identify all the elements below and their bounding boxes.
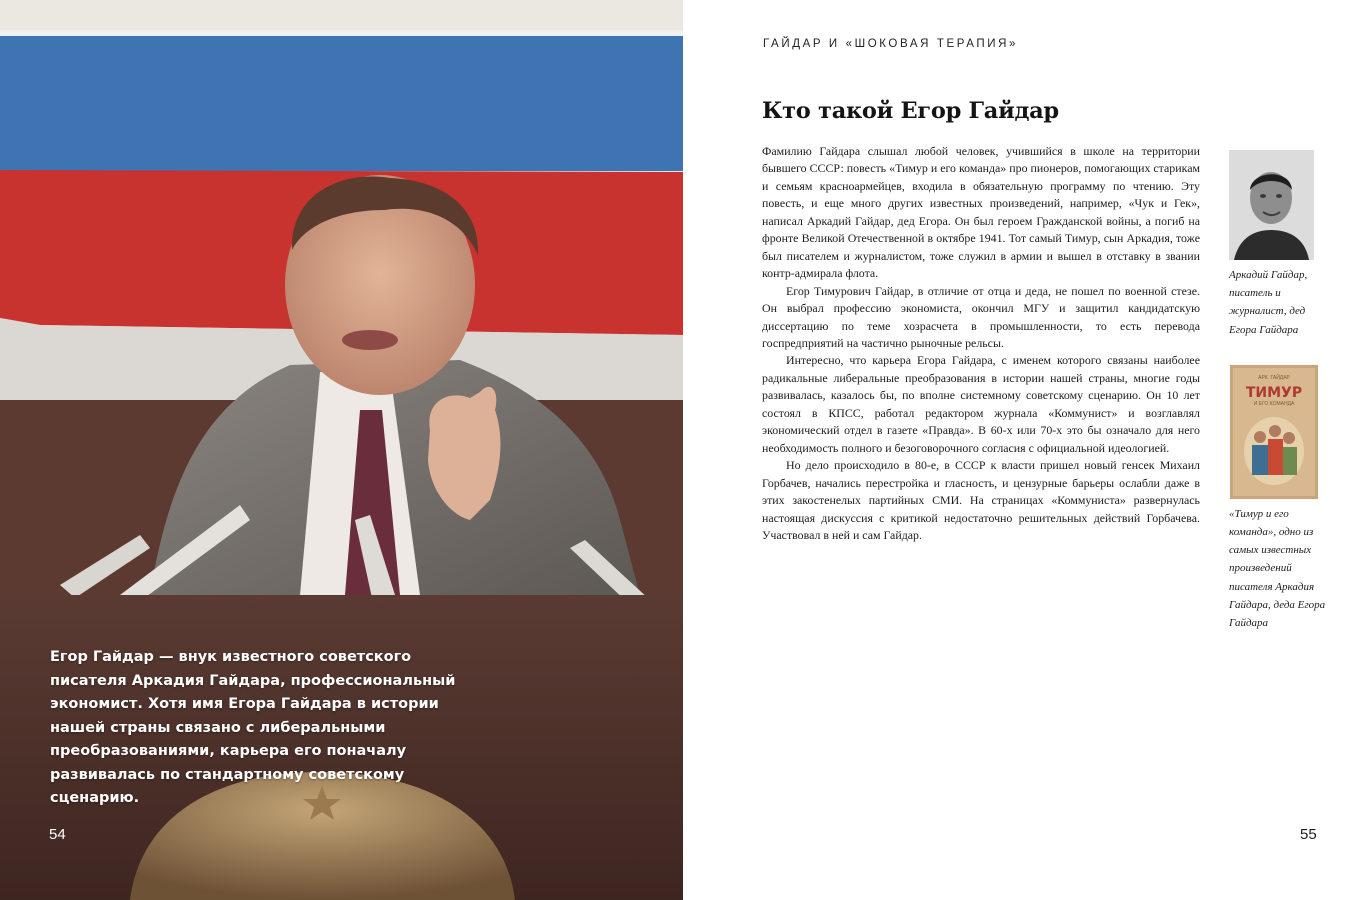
portrait-caption: Аркадий Гайдар, писатель и журналист, дед Егора Гайдара [1229, 269, 1308, 336]
book-cover-title: ТИМУР [1245, 384, 1303, 401]
book-cover-author: АРК. ГАЙДАР [1258, 374, 1290, 381]
page-number-right: 55 [1300, 826, 1317, 843]
sidebar [1229, 150, 1329, 632]
article-body [762, 143, 1200, 544]
flag-blue-stripe [0, 36, 683, 171]
paragraph: Но дело происходило в 80-е, в СССР к власти пришел новый генсек Михаил Горбачев, начались перестройка и гласность, и цензурные барьеры ослабли даже в этих закостенелых партийных СМИ. На страницах «Коммуниста» развернулась настоящая дискуссия с критикой недостаточно решительных действий Горбачева. Участвовал в ней и сам Гайдар. [762, 458, 1200, 542]
page-number-left: 54 [49, 826, 66, 843]
right-page [683, 0, 1365, 900]
arkady-gaidar-portrait [1229, 150, 1314, 260]
paragraph: Фамилию Гайдара слышал любой человек, учившийся в школе на территории бывшего СССР: повесть «Тимур и его команда» про пионеров, помогающих старикам и семьям красноармейцев, входила в обязательную программу по чтению. Эту повесть, и еще много других известных произведений, например, «Чук и Гек», написал Аркадий Гайдар, дед Егора. Он был героем Гражданской войны, а погиб на фронте Великой Отечественной в октябре 1941. Тот самый Тимур, сын Аркадия, тоже был писателем и журналистом, тоже служил в армии и вышел в отставку в звании контр-адмирала флота. [762, 144, 1200, 281]
article-title: Кто такой Егор Гайдар [762, 98, 1059, 124]
mouth [342, 330, 398, 350]
book-cover-subtitle: И ЕГО КОМАНДА [1253, 400, 1295, 407]
paragraph: Егор Тимурович Гайдар, в отличие от отца и деда, не пошел по военной стезе. Он выбрал профессию экономиста, окончил МГУ и защитил кандидатскую диссертацию по теме хозрасчета в промышленности, то есть перевода госпредприятий на частично рыночные рельсы. [762, 283, 1200, 350]
running-head: ГАЙДАР И «ШОКОВАЯ ТЕРАПИЯ» [763, 38, 1019, 50]
book-cover-image [1230, 365, 1318, 499]
illustration-caption: Егор Гайдар — внук известного советского писателя Аркадия Гайдара, профессиональный экономист. Хотя имя Егора Гайдара в истории нашей страны связано с либеральными преобразованиями, карьера его поначалу развивалась по стандартному советскому сценарию. [50, 649, 456, 806]
paragraph: Интересно, что карьера Егора Гайдара, с именем которого связаны наиболее радикальные либеральные преобразования в истории нашей страны, многие годы развивалась, казалось бы, по вполне системному советскому сценарию. Он 10 лет состоял в КПСС, работал редактором журнала «Коммунист» и возглавлял экономический отдел в газете «Правда». В 60-х или 70-х это бы означало для него необходимость полного и безоговорочного согласия с официальной идеологией. [762, 353, 1200, 455]
book-caption: «Тимур и его команда», одно из самых известных произведений писателя Аркадия Гайдара, деда Егора Гайдара [1229, 507, 1326, 630]
